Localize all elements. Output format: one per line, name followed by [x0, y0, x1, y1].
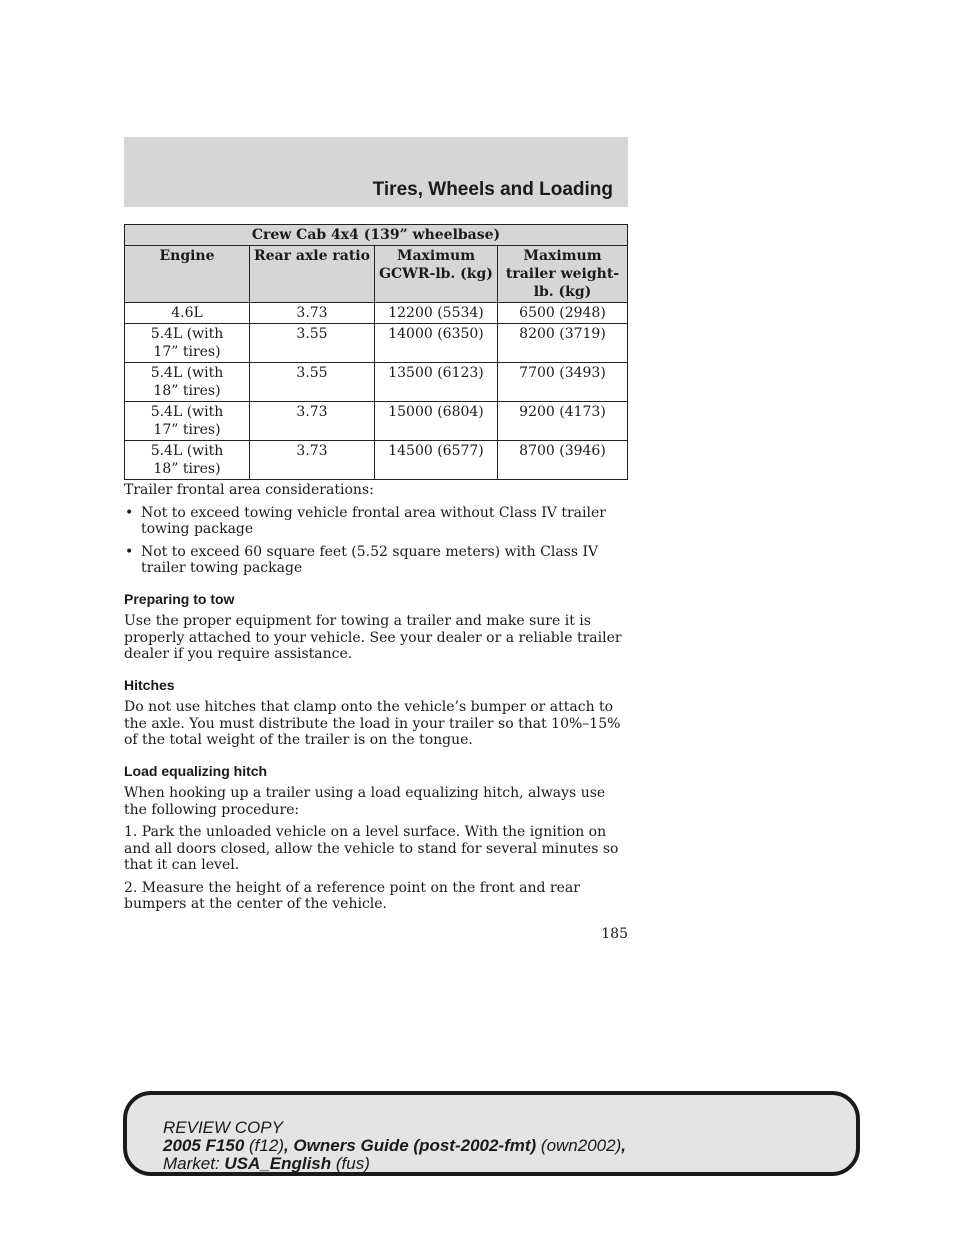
intro-paragraph: Trailer frontal area considerations:: [124, 482, 374, 498]
table-row: [125, 303, 628, 324]
review-comma: ,: [621, 1136, 626, 1155]
column-header-engine: Engine: [125, 246, 250, 303]
table-cell: 14000 (6350): [375, 324, 498, 363]
table-cell: 4.6L: [125, 303, 250, 324]
review-guide: , Owners Guide (post-2002-fmt): [283, 1136, 537, 1155]
section-heading-hitches: Hitches: [124, 676, 175, 693]
section-heading-preparing-to-tow: Preparing to tow: [124, 590, 235, 607]
paragraph: Use the proper equipment for towing a trailer and make sure it is properly attached to your vehicle. See your dealer or a reliable trailer dealer if you require assistance.: [124, 613, 622, 662]
table-cell: 6500 (2948): [498, 303, 628, 324]
bullet-list: [124, 505, 628, 577]
table-cell: 13500 (6123): [375, 363, 498, 402]
bullet-icon: •: [125, 543, 134, 560]
body-text: [124, 482, 628, 919]
list-item-text: Not to exceed towing vehicle frontal area without Class IV trailer towing package: [141, 504, 606, 537]
review-guide-code: (own2002): [536, 1136, 622, 1155]
paragraph: When hooking up a trailer using a load equalizing hitch, always use the following procedure:: [124, 785, 606, 818]
towing-spec-table: [124, 224, 628, 480]
table-row: [125, 402, 628, 441]
table-caption: Crew Cab 4x4 (139” wheelbase): [125, 225, 628, 246]
list-item: [124, 505, 628, 538]
table-cell: 9200 (4173): [498, 402, 628, 441]
paragraph: 1. Park the unloaded vehicle on a level surface. With the ignition on and all doors closed, allow the vehicle to stand for several minutes so that it can level.: [124, 824, 619, 873]
table-cell: 5.4L (with 18” tires): [125, 363, 250, 402]
list-item-text: Not to exceed 60 square feet (5.52 square meters) with Class IV trailer towing package: [141, 543, 599, 576]
table-cell: 5.4L (with 17” tires): [125, 402, 250, 441]
column-header-trailer-weight: Maximum trailer weight-lb. (kg): [498, 246, 628, 303]
review-copy-box: [123, 1091, 860, 1176]
review-market: USA_English: [224, 1154, 332, 1173]
paragraph: 2. Measure the height of a reference point on the front and rear bumpers at the center of the vehicle.: [124, 879, 580, 912]
paragraph: Do not use hitches that clamp onto the vehicle’s bumper or attach to the axle. You must distribute the load in your trailer so that 10%–15% of the total weight of the trailer is on the tongue.: [124, 699, 621, 748]
review-copy-label: REVIEW COPY: [163, 1118, 283, 1137]
table-cell: 3.73: [250, 441, 375, 480]
table-cell: 14500 (6577): [375, 441, 498, 480]
page-number: 185: [601, 926, 628, 942]
table-row: [125, 441, 628, 480]
section-heading-load-equalizing-hitch: Load equalizing hitch: [124, 762, 268, 779]
table-row: [125, 363, 628, 402]
table-row: [125, 324, 628, 363]
column-header-gcwr: Maximum GCWR-lb. (kg): [375, 246, 498, 303]
table-cell: 3.55: [250, 363, 375, 402]
column-header-axle-ratio: Rear axle ratio: [250, 246, 375, 303]
review-market-label: Market:: [163, 1154, 225, 1173]
section-header-band: [124, 137, 628, 207]
table-cell: 7700 (3493): [498, 363, 628, 402]
review-model: 2005 F150: [163, 1136, 245, 1155]
review-guide-line: [163, 1137, 626, 1155]
table-cell: 3.73: [250, 303, 375, 324]
table-cell: 15000 (6804): [375, 402, 498, 441]
list-item: [124, 544, 628, 577]
review-market-code: (fus): [331, 1154, 370, 1173]
review-copy-text: [163, 1119, 626, 1173]
review-market-line: [163, 1155, 626, 1173]
table-cell: 8700 (3946): [498, 441, 628, 480]
table-cell: 5.4L (with 17” tires): [125, 324, 250, 363]
bullet-icon: •: [125, 504, 134, 521]
table-cell: 3.73: [250, 402, 375, 441]
table-cell: 5.4L (with 18” tires): [125, 441, 250, 480]
table-cell: 3.55: [250, 324, 375, 363]
table-cell: 12200 (5534): [375, 303, 498, 324]
review-model-code: (f12): [244, 1136, 284, 1155]
table-cell: 8200 (3719): [498, 324, 628, 363]
page-title: Tires, Wheels and Loading: [372, 179, 613, 200]
